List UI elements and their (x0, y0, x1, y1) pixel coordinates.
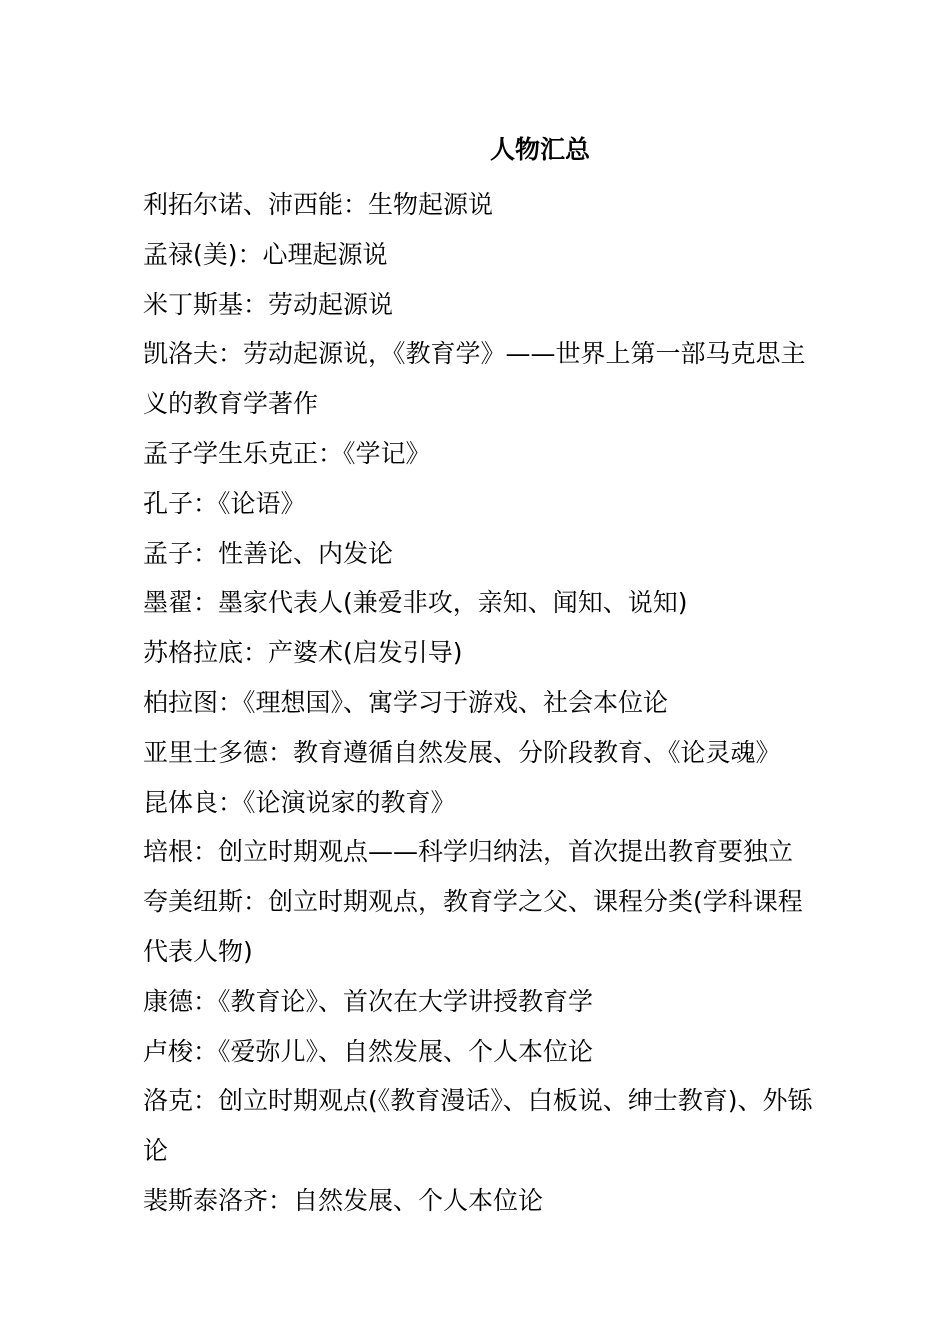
text-line: 论 (143, 1136, 169, 1166)
text-line: 凯洛夫：劳动起源说，《教育学》——世界上第一部马克思主 (143, 339, 806, 369)
text-line: 孟子：性善论、内发论 (143, 538, 394, 568)
text-line: 孔子：《论语》 (143, 488, 306, 518)
text-line: 利拓尔诺、沛西能：生物起源说 (143, 190, 494, 219)
text-line: 洛克：创立时期观点(《教育漫话》、白板说、绅士教育)、外铄 (143, 1086, 813, 1116)
text-line: 培根：创立时期观点——科学归纳法，首次提出教育要独立 (143, 837, 794, 867)
document-body (143, 180, 813, 1226)
text-line: 昆体良：《论演说家的教育》 (143, 787, 456, 817)
page-title: 人物汇总 (489, 135, 590, 164)
text-line: 义的教育学著作 (143, 389, 319, 419)
text-line: 孟子学生乐克正：《学记》 (143, 438, 431, 468)
text-line: 米丁斯基：劳动起源说 (143, 289, 394, 319)
text-line: 苏格拉底：产婆术(启发引导) (143, 638, 463, 668)
text-line: 墨翟：墨家代表人(兼爱非攻，亲知、闻知、说知) (143, 588, 688, 618)
text-line: 孟禄(美)：心理起源说 (143, 239, 388, 269)
text-line: 亚里士多德：教育遵循自然发展、分阶段教育、《论灵魂》 (143, 737, 781, 767)
text-line: 代表人物) (143, 936, 253, 966)
text-line: 康德：《教育论》、首次在大学讲授教育学 (143, 986, 594, 1016)
text-line: 柏拉图：《理想国》、寓学习于游戏、社会本位论 (143, 687, 669, 717)
text-line: 夸美纽斯：创立时期观点，教育学之父、课程分类(学科课程 (143, 887, 803, 917)
text-line: 卢梭：《爱弥儿》、自然发展、个人本位论 (143, 1036, 594, 1066)
text-line: 裴斯泰洛齐：自然发展、个人本位论 (143, 1185, 544, 1215)
